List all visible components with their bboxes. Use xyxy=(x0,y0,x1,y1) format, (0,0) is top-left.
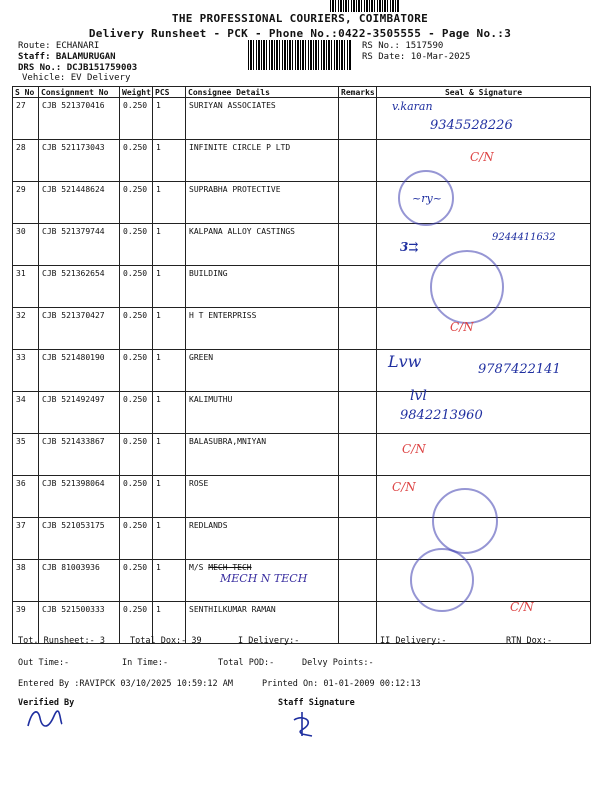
handwritten-note-38: MECH N TECH xyxy=(220,572,308,585)
table-row xyxy=(13,476,591,518)
col-consignee: Consignee Details xyxy=(186,87,339,98)
row-sno: 32 xyxy=(13,308,39,350)
row-remarks xyxy=(339,308,377,350)
row-sno: 37 xyxy=(13,518,39,560)
row-sno: 27 xyxy=(13,98,39,140)
table-row xyxy=(13,434,591,476)
row-sno: 39 xyxy=(13,602,39,644)
row-pcs: 1 xyxy=(153,518,186,560)
row-pcs: 1 xyxy=(153,98,186,140)
rs-no: RS No.: 1517590 xyxy=(362,41,444,51)
i-delivery: I Delivery:- xyxy=(238,636,300,646)
row-consignee: KALPANA ALLOY CASTINGS xyxy=(186,224,339,266)
row-weight: 0.250 xyxy=(120,560,153,602)
company-stamp-38 xyxy=(410,548,474,612)
row-remarks xyxy=(339,140,377,182)
entered-by: Entered By :RAVIPCK 03/10/2025 10:59:12 AM xyxy=(18,679,233,689)
row-sno: 35 xyxy=(13,434,39,476)
row-consignment-no: CJB 521500333 xyxy=(39,602,120,644)
col-consignment-no: Consignment No xyxy=(39,87,120,98)
row-weight: 0.250 xyxy=(120,350,153,392)
row-weight: 0.250 xyxy=(120,602,153,644)
row-consignee: GREEN xyxy=(186,350,339,392)
row-pcs: 1 xyxy=(153,308,186,350)
col-remarks: Remarks xyxy=(339,87,377,98)
row-weight: 0.250 xyxy=(120,392,153,434)
row-consignee: BUILDING xyxy=(186,266,339,308)
out-time: Out Time:- xyxy=(18,658,70,668)
signature-29: ~ry~ xyxy=(412,192,442,205)
row-pcs: 1 xyxy=(153,476,186,518)
company-name: THE PROFESSIONAL COURIERS, COIMBATORE xyxy=(171,12,429,25)
row-consignee: M/S MECH TECH xyxy=(186,560,339,602)
table-row xyxy=(13,224,591,266)
handwritten-name-27: v.karan xyxy=(392,100,433,113)
red-cn-mark-32: C/N xyxy=(450,320,474,334)
row-weight: 0.250 xyxy=(120,308,153,350)
in-time: In Time:- xyxy=(122,658,169,668)
row-sno: 34 xyxy=(13,392,39,434)
row-consignee: REDLANDS xyxy=(186,518,339,560)
row-consignment-no: CJB 521480190 xyxy=(39,350,120,392)
row-consignee: BALASUBRA,MNIYAN xyxy=(186,434,339,476)
row-consignment-no: CJB 521370427 xyxy=(39,308,120,350)
row-sno: 30 xyxy=(13,224,39,266)
row-sno: 29 xyxy=(13,182,39,224)
row-weight: 0.250 xyxy=(120,224,153,266)
verified-signature xyxy=(24,704,64,732)
total-dox: Total Dox:- 39 xyxy=(130,636,202,646)
printed-on: Printed On: 01-01-2009 00:12:13 xyxy=(262,679,421,689)
staff-signature-label: Staff Signature xyxy=(278,698,355,708)
signature-30: 3⇉ xyxy=(400,240,419,254)
row-pcs: 1 xyxy=(153,266,186,308)
ii-delivery: II Delivery:- xyxy=(380,636,447,646)
route: Route: ECHANARI xyxy=(18,41,100,51)
row-seal-signature xyxy=(377,560,591,602)
staff: Staff: BALAMURUGAN xyxy=(18,52,116,62)
table-row xyxy=(13,140,591,182)
row-consignee: INFINITE CIRCLE P LTD xyxy=(186,140,339,182)
col-seal-signature: Seal & Signature xyxy=(377,87,591,98)
drs-no: DRS No.: DCJB151759003 xyxy=(18,63,138,73)
red-cn-mark-28: C/N xyxy=(470,150,494,164)
row-pcs: 1 xyxy=(153,392,186,434)
handwritten-phone-33: 9787422141 xyxy=(478,362,561,377)
vehicle: Vehicle: EV Delivery xyxy=(22,73,131,83)
row-remarks xyxy=(339,476,377,518)
row-consignee: SUPRABHA PROTECTIVE xyxy=(186,182,339,224)
tot-runsheet: Tot. Runsheet:- 3 xyxy=(18,636,105,646)
row-consignee: H T ENTERPRISS xyxy=(186,308,339,350)
row-weight: 0.250 xyxy=(120,434,153,476)
col-sno: S No xyxy=(13,87,39,98)
row-remarks xyxy=(339,434,377,476)
row-consignment-no: CJB 521492497 xyxy=(39,392,120,434)
signature-34: lvl xyxy=(410,388,427,404)
row-remarks xyxy=(339,224,377,266)
row-consignment-no: CJB 521362654 xyxy=(39,266,120,308)
row-weight: 0.250 xyxy=(120,266,153,308)
handwritten-phone-34: 9842213960 xyxy=(400,408,483,423)
total-pod: Total POD:- xyxy=(218,658,275,668)
rtn-dox: RTN Dox:- xyxy=(506,636,553,646)
col-pcs: PCS xyxy=(153,87,186,98)
row-consignment-no: CJB 521433867 xyxy=(39,434,120,476)
row-consignment-no: CJB 521370416 xyxy=(39,98,120,140)
top-barcode xyxy=(330,0,400,12)
handwritten-phone-30: 9244411632 xyxy=(492,232,556,243)
row-consignment-no: CJB 521053175 xyxy=(39,518,120,560)
row-weight: 0.250 xyxy=(120,98,153,140)
verified-by-label: Verified By xyxy=(18,698,75,708)
company-stamp-31 xyxy=(430,250,504,324)
company-stamp-37 xyxy=(432,488,498,554)
row-sno: 33 xyxy=(13,350,39,392)
row-remarks xyxy=(339,392,377,434)
signature-33: Lvw xyxy=(388,352,422,371)
row-consignee: SURIYAN ASSOCIATES xyxy=(186,98,339,140)
row-pcs: 1 xyxy=(153,350,186,392)
red-cn-mark-39: C/N xyxy=(510,600,534,614)
runsheet-barcode xyxy=(248,40,352,70)
row-remarks xyxy=(339,518,377,560)
rs-date: RS Date: 10-Mar-2025 xyxy=(362,52,471,62)
row-consignment-no: CJB 81003936 xyxy=(39,560,120,602)
red-cn-mark-35: C/N xyxy=(402,442,426,456)
row-pcs: 1 xyxy=(153,434,186,476)
handwritten-phone-27: 9345528226 xyxy=(430,118,513,133)
row-weight: 0.250 xyxy=(120,182,153,224)
row-sno: 38 xyxy=(13,560,39,602)
delvy-points: Delvy Points:- xyxy=(302,658,374,668)
row-weight: 0.250 xyxy=(120,476,153,518)
table-row xyxy=(13,308,591,350)
row-pcs: 1 xyxy=(153,602,186,644)
row-consignment-no: CJB 521173043 xyxy=(39,140,120,182)
row-remarks xyxy=(339,602,377,644)
staff-signature xyxy=(288,710,318,740)
row-remarks xyxy=(339,182,377,224)
table-row xyxy=(13,518,591,560)
row-pcs: 1 xyxy=(153,140,186,182)
red-cn-mark-36: C/N xyxy=(392,480,416,494)
row-remarks xyxy=(339,266,377,308)
row-pcs: 1 xyxy=(153,182,186,224)
row-consignment-no: CJB 521398064 xyxy=(39,476,120,518)
row-remarks xyxy=(339,98,377,140)
row-consignee: ROSE xyxy=(186,476,339,518)
row-remarks xyxy=(339,560,377,602)
row-weight: 0.250 xyxy=(120,140,153,182)
col-weight: Weight xyxy=(120,87,153,98)
row-consignee: SENTHILKUMAR RAMAN xyxy=(186,602,339,644)
row-sno: 28 xyxy=(13,140,39,182)
table-row xyxy=(13,392,591,434)
table-row xyxy=(13,182,591,224)
row-sno: 31 xyxy=(13,266,39,308)
table-header-row xyxy=(13,87,591,98)
row-consignee: KALIMUTHU xyxy=(186,392,339,434)
row-weight: 0.250 xyxy=(120,518,153,560)
row-consignment-no: CJB 521379744 xyxy=(39,224,120,266)
row-consignment-no: CJB 521448624 xyxy=(39,182,120,224)
row-sno: 36 xyxy=(13,476,39,518)
row-pcs: 1 xyxy=(153,560,186,602)
runsheet-title: Delivery Runsheet - PCK - Phone No.:0422-3505555 - Page No.:3 xyxy=(88,27,512,40)
row-pcs: 1 xyxy=(153,224,186,266)
row-remarks xyxy=(339,350,377,392)
